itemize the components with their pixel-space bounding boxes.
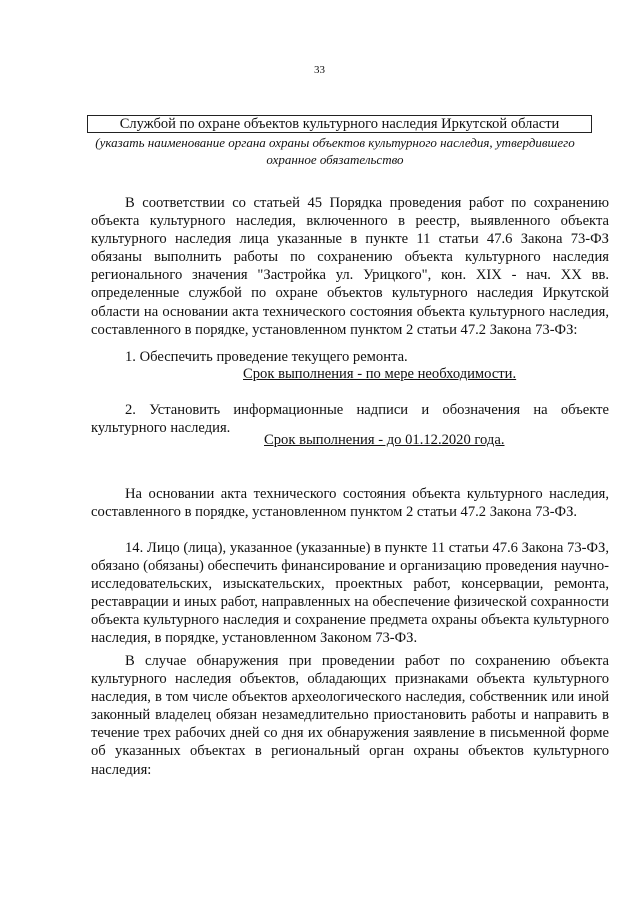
item-2-deadline: Срок выполнения - до 01.12.2020 года.	[264, 432, 505, 448]
item-1	[91, 348, 609, 366]
basis-section	[91, 485, 609, 521]
intro-section	[91, 194, 609, 339]
clause-14-paragraph: 14. Лицо (лица), указанное (указанные) в пункте 11 статьи 47.6 Закона 73-ФЗ, обязано (обязаны) обеспечить финансирование и организацию проведения научно-исследовательских, изыскательских, проектных работ, консервации, ремонта, реставрации и иных работ, направленных на обеспечение физической сохранности объекта культурного наследия и сохранение предмета охраны объекта культурного наследия, в порядке, установленном Законом 73-ФЗ.	[91, 540, 609, 647]
item-1-text: 1. Обеспечить проведение текущего ремонта.	[125, 349, 408, 365]
clause-14-section	[91, 539, 609, 648]
page-number: 33	[314, 64, 325, 76]
item-1-deadline: Срок выполнения - по мере необходимости.	[243, 366, 517, 382]
item-2-text: 2. Установить информационные надписи и обозначения на объекте культурного наследия.	[91, 402, 609, 437]
discovery-section	[91, 652, 609, 779]
intro-paragraph: В соответствии со статьей 45 Порядка проведения работ по сохранению объекта культурного наследия, включенного в реестр, выявленного объекта культурного наследия лица указанные в пункте 11 статьи 47.6 Закона 73-ФЗ обязаны выполнить работы по сохранению объекта культурного наследия регионального значения "Застройка ул. Урицкого", кон. XIX - нач. XX вв. определенные службой по охране объектов культурного наследия Иркутской области на основании акта технического состояния объекта культурного наследия, составленного в порядке, установленном пунктом 2 статьи 47.2 Закона 73-ФЗ:	[91, 195, 609, 338]
discovery-paragraph: В случае обнаружения при проведении работ по сохранению объекта культурного наследия объектов, обладающих признаками объекта культурного наследия, в том числе объектов археологического наследия, собственник или иной законный владелец обязан незамедлительно приостановить работы и направить в течение трех рабочих дней со дня их обнаружения заявление в письменной форме об указанных объектах в региональный орган охраны объектов культурного наследия:	[91, 653, 609, 778]
basis-paragraph: На основании акта технического состояния объекта культурного наследия, составленного в порядке, установленном пунктом 2 статьи 47.2 Закона 73-ФЗ.	[91, 486, 609, 521]
authority-name-box: Службой по охране объектов культурного наследия Иркутской области	[87, 115, 592, 133]
authority-name-note: (указать наименование органа охраны объектов культурного наследия, утвердившего охранное обязательство	[95, 135, 575, 167]
